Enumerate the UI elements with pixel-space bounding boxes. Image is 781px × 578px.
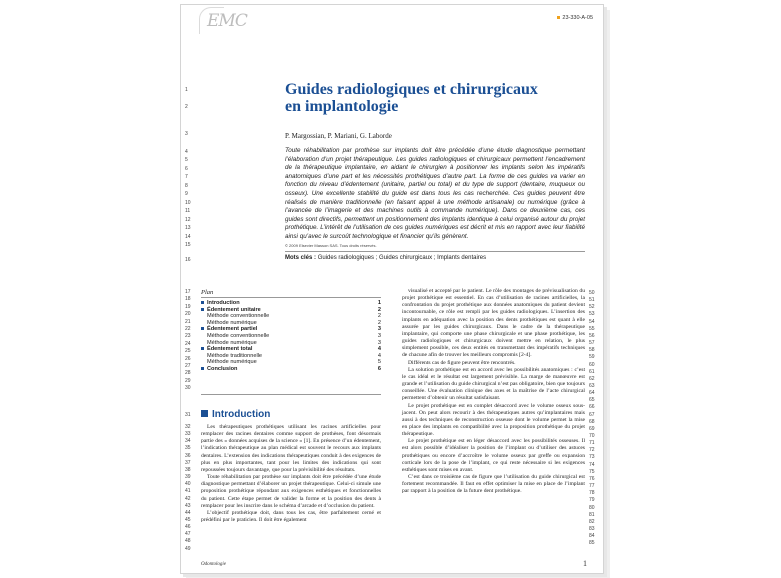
- line-number: 16: [185, 257, 191, 263]
- line-number: 59: [589, 354, 595, 361]
- introduction-heading: [201, 409, 270, 420]
- plan-item[interactable]: [201, 353, 381, 360]
- plan-item-label: Méthode numérique: [207, 319, 257, 326]
- line-number: 42: [185, 495, 191, 502]
- line-number: 83: [589, 525, 595, 532]
- line-number: 20: [185, 311, 191, 318]
- line-number: 13: [185, 225, 191, 231]
- line-number: 50: [589, 290, 595, 296]
- line-number: 69: [589, 425, 595, 432]
- reference-square-icon: [557, 16, 560, 19]
- plan-item-page: 4: [377, 346, 381, 353]
- line-number: 84: [589, 533, 595, 540]
- line-number: 4: [185, 149, 188, 155]
- line-number: 37: [185, 459, 191, 466]
- plan-bullet-icon: [201, 367, 204, 370]
- publisher-logo: EMC: [207, 11, 247, 31]
- title-line-1: Guides radiologiques et chirurgicaux: [285, 81, 538, 98]
- keywords: [285, 255, 585, 261]
- plan-item[interactable]: [201, 313, 381, 320]
- plan-item[interactable]: [201, 366, 381, 373]
- line-number: 36: [185, 452, 191, 459]
- line-number: 76: [589, 475, 595, 482]
- line-number: 58: [589, 347, 595, 354]
- line-number: 11: [185, 208, 191, 214]
- line-number: 47: [185, 531, 191, 538]
- line-number: 51: [589, 297, 595, 304]
- keywords-label: Mots clés :: [285, 255, 317, 261]
- line-number: 63: [589, 382, 595, 389]
- line-number: 45: [185, 516, 191, 523]
- line-number: 24: [185, 340, 191, 347]
- line-number: 52: [589, 304, 595, 311]
- line-number: 74: [589, 461, 595, 468]
- plan-item-label: Méthode numérique: [207, 359, 257, 366]
- line-number: 2: [185, 104, 188, 110]
- line-number: 73: [589, 454, 595, 461]
- line-number: 21: [185, 318, 191, 325]
- line-number: 81: [589, 511, 595, 518]
- plan-item-page: 5: [377, 359, 381, 366]
- line-number: 5: [185, 157, 188, 163]
- plan-item-label: Introduction: [207, 300, 240, 306]
- line-number: 29: [185, 377, 191, 384]
- plan-item[interactable]: [201, 333, 381, 340]
- line-number: 70: [589, 433, 595, 439]
- line-number: 43: [185, 502, 191, 509]
- paragraph: Les thérapeutiques prothétiques utilisant les racines artificielles pour remplacer des racines dentaires comme support de prothèses, font désormais partie des « données acquises de la science » [1]. En présence d’un édentement, l’indication thérapeutique au plan médical est souvent le recours aux implants dentaires. L’extension des indications thérapeutiques conduit à des exigences de plus en plus importantes, tant pour les limites des indications qui sont repoussées toujours davantage, que pour la prévisibilité des résultats.: [201, 424, 381, 473]
- column-right: [402, 288, 585, 496]
- line-number: 75: [589, 468, 595, 475]
- paragraph: Le projet prothétique est en léger désaccord avec les possibilités osseuses. Il est alors possible d’idéaliser la position de l’implant ou d’utiliser des astuces prothétiques ou encore d’accroître le volume osseux par greffe ou expansion corticale lors de la pose de l’implant, ce qui reste nécessaire si les exigences esthétiques sont mises en avant.: [402, 438, 585, 473]
- plan-item-label: Édentement partiel: [207, 326, 258, 333]
- line-number: 9: [185, 191, 188, 197]
- plan-item-page: 1: [377, 300, 381, 306]
- line-number: 77: [589, 483, 595, 490]
- keywords-divider: [285, 251, 585, 252]
- line-number: 26: [185, 355, 191, 362]
- plan-item-page: 3: [377, 332, 381, 339]
- line-number: 19: [185, 303, 191, 310]
- line-number: 27: [185, 363, 191, 369]
- plan-item-label: Méthode conventionnelle: [207, 313, 270, 320]
- line-number: 85: [589, 540, 595, 547]
- paragraph: C’est dans ce troisième cas de figure que l’utilisation du guide chirurgical est fortement recommandée. Il faut en effet optimiser la mise en place de l’implant par rapport à la position de la future dent prothétique.: [402, 474, 585, 495]
- line-number: 79: [589, 497, 595, 504]
- line-number: 55: [589, 325, 595, 332]
- keywords-list: Guides radiologiques ; Guides chirurgicaux ; Implants dentaires: [317, 255, 487, 261]
- line-number: 32: [185, 424, 191, 430]
- line-number: 12: [185, 217, 191, 223]
- paragraph: Toute réhabilitation par prothèse sur implants doit être précédée d’une étude diagnostique permettant d’élaborer un projet thérapeutique. Celui-ci simule une proposition prothétique répondant aux exigences esthétiques et fonctionnelles du patient. Cette étape permet de valider la forme et la position des dents à remplacer pour les inscrire dans le schéma d’arcade et d’occlusion du patient.: [201, 474, 381, 509]
- line-number: 41: [185, 488, 191, 495]
- line-number: 8: [185, 183, 188, 189]
- line-number: 64: [589, 390, 595, 397]
- plan-item-label: Conclusion: [207, 365, 238, 372]
- line-number: 71: [589, 440, 595, 447]
- plan-bullet-icon: [201, 327, 204, 330]
- line-number: 44: [185, 509, 191, 516]
- plan-item-page: 2: [377, 306, 381, 313]
- line-number: 49: [185, 545, 191, 552]
- paragraph: Différents cas de figure peuvent être rencontrés.: [408, 359, 516, 366]
- line-number: 35: [185, 445, 191, 452]
- paragraph: Le projet prothétique est en complet désaccord avec le volume osseux sous-jacent. On peut alors recourir à des thérapeutiques autres qu’implantaires mais aussi à des techniques de reconstruction osseuse dont le volume permet la mise en place des implants en compatibilité avec la proposition prothétique du projet thérapeutique.: [402, 402, 585, 438]
- paragraph: La solution prothétique est en accord avec les possibilités anatomiques : c’est le cas idéal et le résultat est largement prévisible. La marge de manœuvre est grande et l’utilisation du guide chirurgical n’est pas obligatoire, bien que toujours conseillée. Une évaluation clinique des axes et la maîtrise de l’acte chirurgical permettent d’obtenir un résultat satisfaisant.: [402, 366, 585, 402]
- plan-item[interactable]: [201, 359, 381, 366]
- paragraph: L’objectif prothétique doit, dans tous les cas, être parfaitement cerné et prédéfini par le praticien. Il doit être également: [201, 509, 381, 524]
- authors: P. Margossian, P. Mariani, G. Laborde: [285, 132, 392, 140]
- column-left: [201, 424, 381, 524]
- line-number: 22: [185, 326, 191, 332]
- abstract-text: Toute réhabilitation par prothèse sur implants doit être précédée d’une étude diagnostique permettant l’élaboration d’un projet thérapeutique. Les guides radiologiques et chirurgicaux permettent l’encadrement de la thérapeutique implantaire, en aidant le chirurgien à positionner les implants selon les impératifs anatomiques d’une part et les nécessités prothétiques d’autre part. La forme de ces guides va varier en fonction du niveau d’édentement (unitaire, partiel ou total) et du type de support (dentaire, muqueux ou osseux). Une excellente stabilité du guide est dans tous les cas recherchée. Ces guides peuvent être réalisés de manière traditionnelle (en faisant appel à une méthode artisanale) ou numérique (grâce à l’avancée de l’imagerie et des machines outils à commande numérique). Dans ce deuxième cas, ces guides sont directifs, permettent un positionnement des implants identique à celui organisé autour du projet prothétique. L’intérêt de l’utilisation de ces guides numériques est décrit et mis en rapport avec leur fiabilité ainsi qu’avec le surcoût technologique et financier qu’ils génèrent.: [285, 147, 585, 240]
- plan-item-label: Méthode traditionnelle: [207, 352, 263, 359]
- abstract: [285, 147, 585, 249]
- line-number: 1: [185, 87, 188, 93]
- line-number: 18: [185, 296, 191, 303]
- line-number: 7: [185, 174, 188, 180]
- line-number: 61: [589, 368, 595, 375]
- reference-number: 23-330-A-05: [562, 15, 593, 21]
- line-number: 54: [589, 318, 595, 325]
- plan-item[interactable]: [201, 326, 381, 333]
- plan-bullet-icon: [201, 347, 204, 350]
- line-number: 57: [589, 340, 595, 347]
- line-number: 39: [185, 474, 191, 481]
- plan-title: Plan: [201, 289, 214, 296]
- line-number: 6: [185, 166, 188, 172]
- line-number: 65: [589, 397, 595, 404]
- line-number: 40: [185, 481, 191, 488]
- plan-item-label: Édentement total: [207, 346, 253, 353]
- line-number: 72: [589, 447, 595, 454]
- line-number: 30: [185, 385, 191, 392]
- heading-square-icon: [201, 410, 208, 417]
- plan-item[interactable]: [201, 300, 381, 307]
- line-number: 10: [185, 200, 191, 206]
- line-number: 56: [589, 332, 595, 339]
- line-number: 38: [185, 466, 191, 473]
- line-number: 62: [589, 375, 595, 382]
- line-number: 23: [185, 333, 191, 340]
- line-number: 34: [185, 438, 191, 445]
- plan-list: [201, 300, 381, 373]
- plan-item-page: 6: [377, 365, 381, 372]
- line-number: 31: [185, 412, 191, 418]
- line-number: 48: [185, 538, 191, 545]
- plan-item[interactable]: [201, 307, 381, 314]
- line-number: 60: [589, 361, 595, 368]
- plan-item-page: 3: [377, 326, 381, 333]
- plan-item-label: Méthode numérique: [207, 339, 257, 346]
- line-number: 67: [589, 411, 595, 418]
- plan-item-page: 2: [377, 313, 381, 320]
- plan-bullet-icon: [201, 308, 204, 311]
- plan: [201, 289, 381, 373]
- line-number: 3: [185, 131, 188, 137]
- line-number: 53: [589, 311, 595, 318]
- line-number: 82: [589, 518, 595, 525]
- page-number: 1: [583, 559, 587, 568]
- line-number: 33: [185, 431, 191, 438]
- line-number: 68: [589, 418, 595, 425]
- article-page: [180, 4, 604, 574]
- line-number: 46: [185, 524, 191, 531]
- line-number: 28: [185, 370, 191, 377]
- line-number: 80: [589, 504, 595, 511]
- journal-name: Odontologie: [201, 562, 226, 567]
- plan-item-page: 2: [377, 319, 381, 326]
- line-number: 14: [185, 234, 191, 240]
- plan-item-page: 4: [377, 352, 381, 359]
- line-number: 66: [589, 404, 595, 411]
- introduction-heading-text: Introduction: [212, 409, 271, 420]
- line-number: 15: [185, 242, 191, 248]
- article-reference: [557, 15, 593, 21]
- title-line-2: en implantologie: [285, 98, 399, 115]
- line-number: 25: [185, 348, 191, 355]
- article-title: [285, 81, 585, 115]
- plan-item[interactable]: [201, 346, 381, 353]
- plan-item-label: Édentement unitaire: [207, 306, 261, 313]
- paragraph: visualisé et accepté par le patient. Le rôle des montages de prévisualisation du projet prothétique est essentiel. En cas d’utilisation de racines artificielles, la confrontation du projet prothétique aux données anatomiques du patient devient incontournable, ce rôle est rempli par les guides radiologiques. L’insertion des implants en adéquation avec la position des dents prothétiques est quant à elle assurée par les guides chirurgicaux. Dans le cadre de la thérapeutique implantaire, qui comporte une phase chirurgicale et une phase prothétique, les guides radiologiques et chirurgicaux doivent mettre en relation, le plus simplement possible, ces deux entités en transmettant des impératifs techniques de chacune afin de trouver les meilleurs compromis [2-4].: [402, 288, 585, 359]
- plan-bullet-icon: [201, 301, 204, 304]
- plan-item-page: 3: [377, 339, 381, 346]
- line-number: 78: [589, 490, 595, 497]
- plan-item-label: Méthode conventionnelle: [207, 332, 270, 339]
- copyright: © 2009 Elsevier Masson SAS. Tous droits réservés.: [285, 242, 377, 248]
- line-number: 17: [185, 289, 191, 295]
